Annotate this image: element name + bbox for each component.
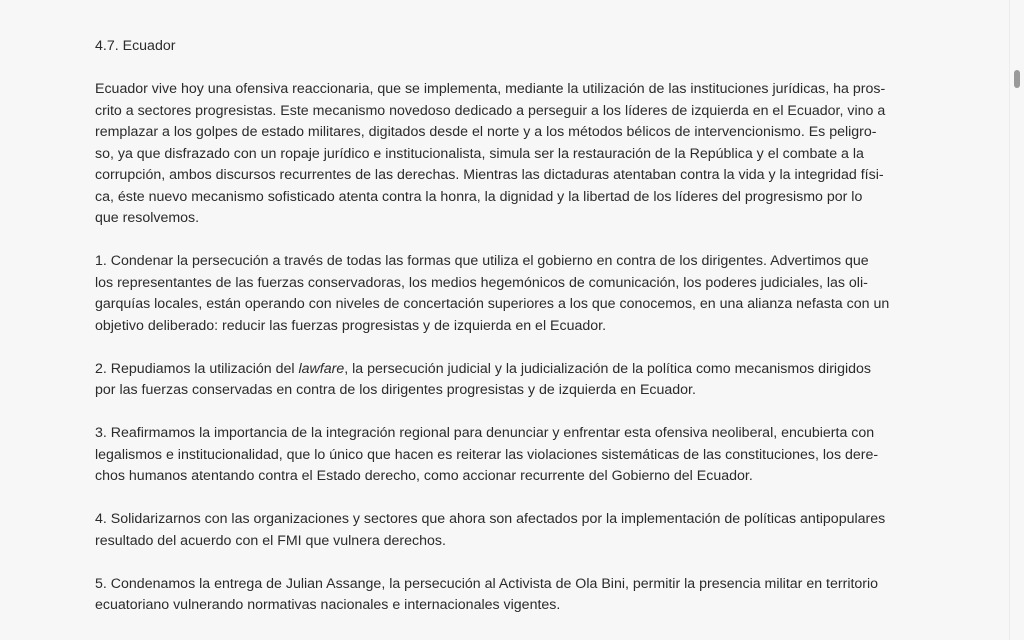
point-3-line: legalismos e institucionalidad, que lo único que hacen es reiterar las violaciones sistemáticas de las constituciones, los dere- [95,446,879,463]
point-2-paragraph [95,359,917,402]
point-3-paragraph [95,423,917,488]
point-5-paragraph [95,574,917,617]
intro-line: corrupción, ambos discursos recurrentes de las derechas. Mientras las dictaduras atentaban contra la vida y la integridad físi- [95,167,884,183]
intro-paragraph [95,79,917,230]
intro-line: crito a sectores progresistas. Este mecanismo novedoso dedicado a perseguir a los líderes de izquierda en el Ecuador, vino a [95,102,886,119]
point-1-line: los representantes de las fuerzas conservadoras, los medios hegemónicos de comunicación, los poderes judiciales, las oli- [95,274,868,291]
intro-line: so, ya que disfrazado con un ropaje jurídico e institucionalista, simula ser la restauración de la República y el combate a la [95,145,864,162]
point-3-line: 3. Reafirmamos la importancia de la integración regional para denunciar y enfrentar esta ofensiva neoliberal, encubierta con [95,425,875,441]
point-4-line: resultado del acuerdo con el FMI que vulnera derechos. [95,532,446,549]
intro-line: remplazar a los golpes de estado militares, digitados desde el norte y a los métodos bélicos de intervencionismo. Es peligro- [95,124,877,140]
vertical-scrollbar[interactable] [1009,0,1024,640]
point-3-line: chos humanos atentando contra el Estado derecho, como accionar recurrente del Gobierno del Ecuador. [95,468,753,484]
point-2-line: por las fuerzas conservadas en contra de los dirigentes progresistas y de izquierda en Ecuador. [95,382,696,398]
point-5-line: ecuatoriano vulnerando normativas nacionales e internacionales vigentes. [95,597,561,613]
document-content [95,36,917,638]
section-heading: 4.7. Ecuador [95,38,176,54]
point-2-text-before: 2. Repudiamos la utilización del [95,360,299,377]
scrollbar-thumb[interactable] [1014,70,1020,88]
intro-line: Ecuador vive hoy una ofensiva reaccionaria, que se implementa, mediante la utilización de las instituciones jurídicas, ha pros- [95,81,886,97]
point-1-paragraph [95,251,917,337]
point-4-paragraph [95,509,917,552]
lawfare-italic: lawfare [298,360,345,377]
point-4-line: 4. Solidarizarnos con las organizaciones y sectores que ahora son afectados por la implementación de políticas antipopulares [95,511,886,527]
point-5-line: 5. Condenamos la entrega de Julian Assange, la persecución al Activista de Ola Bini, permitir la presencia militar en territorio [95,575,879,592]
point-2-text-after: , la persecución judicial y la judicialización de la política como mecanismos dirigidos [344,360,871,377]
point-1-line: objetivo deliberado: reducir las fuerzas progresistas y de izquierda en el Ecuador. [95,317,607,334]
point-1-line: garquías locales, están operando con niveles de concertación superiores a los que conocemos, en una alianza nefasta con un [95,296,890,312]
intro-line: que resolvemos. [95,210,200,226]
point-1-line: 1. Condenar la persecución a través de todas las formas que utiliza el gobierno en contra de los dirigentes. Advertimos que [95,253,869,269]
intro-line: ca, éste nuevo mecanismo sofisticado atenta contra la honra, la dignidad y la libertad de los líderes del progresismo por lo [95,188,863,205]
